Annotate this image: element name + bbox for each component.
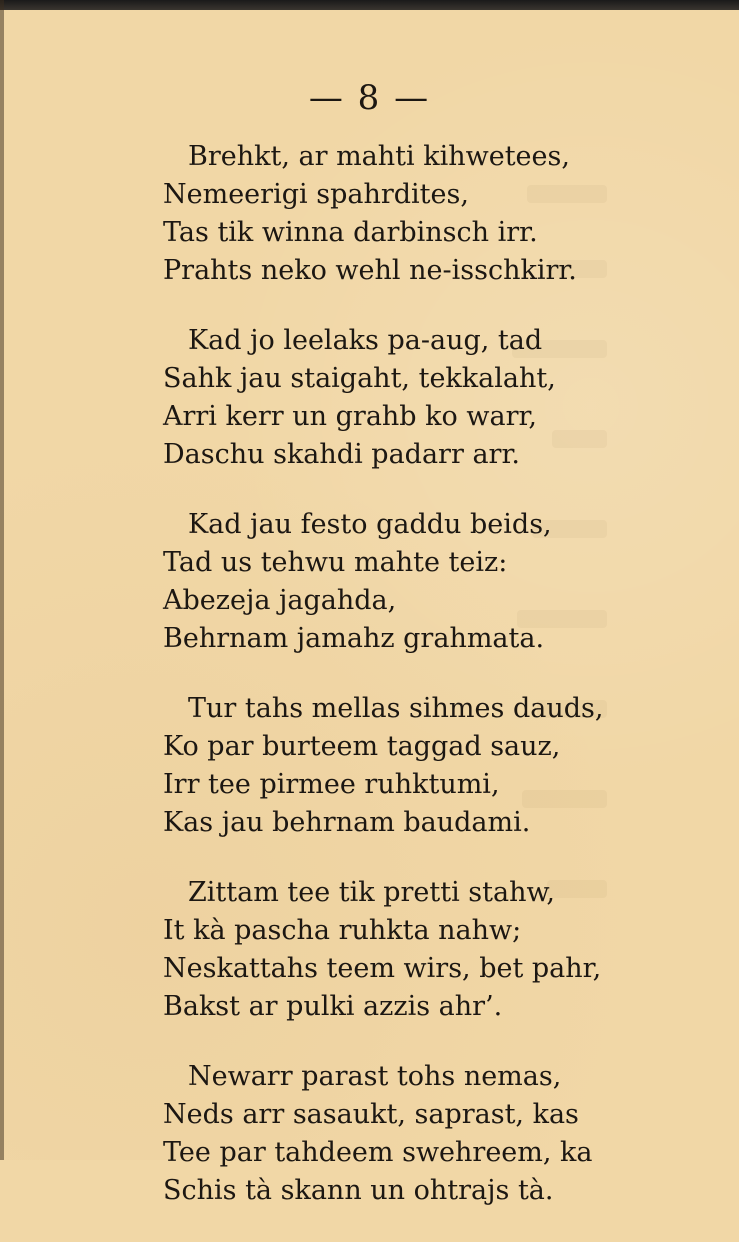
poem-line: Neskattahs teem wirs, bet pahr, (163, 953, 602, 984)
poem-line: Tad us tehwu mahte teiz: (163, 547, 508, 578)
poem (0, 138, 739, 1242)
poem-line: Newarr parast tohs nemas, (188, 1061, 562, 1092)
poem-line: Tas tik winna darbinsch irr. (163, 217, 538, 248)
poem-line: Tee par tahdeem swehreem, ka (163, 1137, 593, 1168)
stanza-4 (0, 690, 739, 842)
poem-line: Brehkt, ar mahti kihwetees, (188, 141, 570, 172)
stanza-1 (0, 138, 739, 290)
poem-line: Zittam tee tik pretti stahw, (188, 877, 555, 908)
poem-line: Neds arr sasaukt, saprast, kas (163, 1099, 579, 1130)
poem-line: Kas jau behrnam baudami. (163, 807, 531, 838)
poem-line: Behrnam jamahz grahmata. (163, 623, 545, 654)
poem-line: Ko par burteem taggad sauz, (163, 731, 561, 762)
page-number: — 8 — (308, 78, 431, 118)
poem-line: Sahk jau staigaht, tekkalaht, (163, 363, 556, 394)
poem-line: Prahts neko wehl ne-isschkirr. (163, 255, 577, 286)
stanza-5 (0, 874, 739, 1026)
poem-line: Arri kerr un grahb ko warr, (163, 401, 538, 432)
poem-line: Abezeja jagahda, (163, 585, 397, 616)
poem-line: Irr tee pirmee ruhktumi, (163, 769, 500, 800)
poem-line: Bakst ar pulki azzis ahr’. (163, 991, 503, 1022)
poem-line: Nemeerigi spahrdites, (163, 179, 469, 210)
poem-line: Daschu skahdi padarr arr. (163, 439, 520, 470)
top-dark-strip (0, 0, 739, 10)
stanza-3 (0, 506, 739, 658)
stanza-2 (0, 322, 739, 474)
stanza-6 (0, 1058, 739, 1210)
poem-line: It kà pascha ruhkta nahw; (163, 915, 522, 946)
poem-line: Tur tahs mellas sihmes dauds, (188, 693, 604, 724)
poem-line: Kad jau festo gaddu beids, (188, 509, 552, 540)
poem-line: Schis tà skann un ohtrajs tà. (163, 1175, 554, 1206)
poem-line: Kad jo leelaks pa-aug, tad (188, 325, 543, 356)
